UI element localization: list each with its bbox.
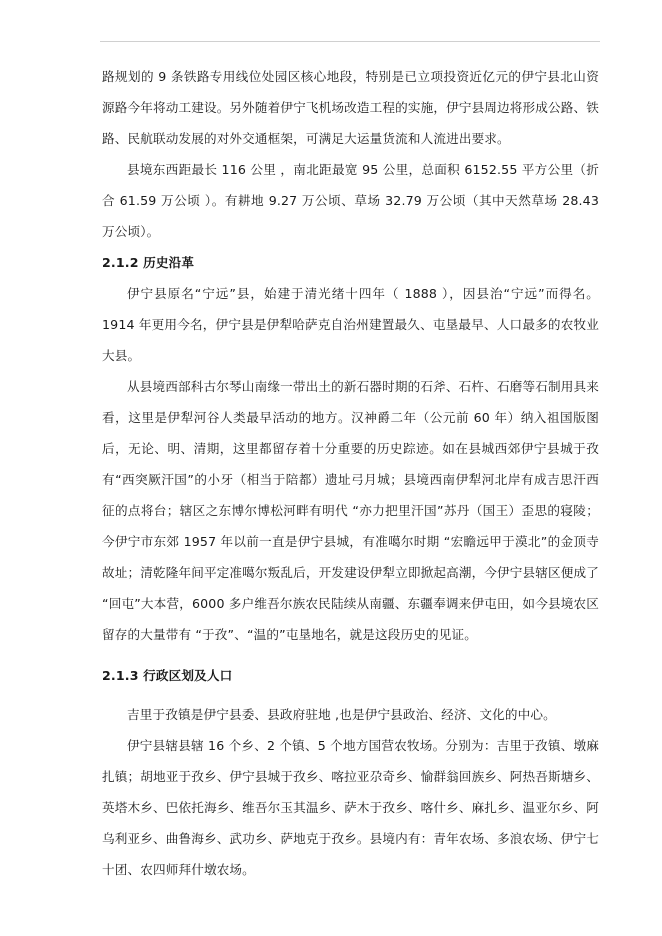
paragraph-area: 县境东西距最长 116 公里 ，南北距最宽 95 公里，总面积 6152.55 平方公里（折合 61.59 万公顷 ）。有耕地 9.27 万公顷、草场 32.79 万公顷（其中天然草场 28.43 万公顷）。 xyxy=(102,162,599,239)
heading-administration: 2.1.3 行政区划及人口 xyxy=(102,668,233,683)
paragraph-history-detail: 从县境西部科古尔琴山南缘一带出土的新石器时期的石斧、石杵、石磨等石制用具来看，这里是伊犁河谷人类最早活动的地方。汉神爵二年（公元前 60 年）纳入祖国版图后，无论、明、清期，这里都留存着十分重要的历史踪迹。如在县城西郊伊宁县城于孜有“西突厥汗国”的小牙（相当于陪都）遗址弓月城；县境西南伊犁河北岸有成吉思汗西征的点将台；辖区之东博尔博松河畔有明代 “亦力把里汗国”苏丹（国王）歪思的寝陵；今伊宁市东郊 1957 年以前一直是伊宁县城，有准噶尔时期 “宏瞻远甲于漠北”的金顶寺故址；清乾隆年间平定准噶尔叛乱后，开发建设伊犁立即掀起高潮，今伊宁县辖区便成了 “回屯”大本营，6000 多户维吾尔族农民陆续从南疆、东疆奉调来伊屯田，如今县境农区留存的大量带有 “于孜”、“温的”屯垦地名，就是这段历史的见证。 xyxy=(102,379,600,642)
paragraph-admin-seat: 吉里于孜镇是伊宁县委、县政府驻地 ,也是伊宁县政治、经济、文化的中心。 xyxy=(127,707,556,722)
paragraph-transport: 路规划的 9 条铁路专用线位处园区核心地段，特别是已立项投资近亿元的伊宁县北山资源路今年将动工建设。另外随着伊宁飞机场改造工程的实施，伊宁县周边将形成公路、铁路、民航联动发展的对外交通框架，可满足大运量货流和人流进出要求。 xyxy=(102,69,600,146)
paragraph-admin-divisions: 伊宁县辖县辖 16 个乡、2 个镇、5 个地方国营农牧场。分别为：吉里于孜镇、墩麻扎镇；胡地亚于孜乡、伊宁县城于孜乡、喀拉亚尕奇乡、愉群翁回族乡、阿热吾斯塘乡、英塔木乡、巴依托海乡、维吾尔玉其温乡、萨木于孜乡、喀什乡、麻扎乡、温亚尔乡、阿乌利亚乡、曲鲁海乡、武功乡、萨地克于孜乡。县境内有：青年农场、多浪农场、伊宁七十团、农四师拜什墩农场。 xyxy=(102,738,600,877)
heading-history: 2.1.2 历史沿革 xyxy=(102,255,195,270)
header-rule xyxy=(100,41,600,42)
document-body xyxy=(102,61,599,885)
paragraph-history-origin: 伊宁县原名“宁远”县，始建于清光绪十四年（ 1888 ），因县治“宁远”而得名。1914 年更用今名，伊宁县是伊犁哈萨克自治州建置最久、屯垦最早、人口最多的农牧业大县。 xyxy=(102,286,599,363)
